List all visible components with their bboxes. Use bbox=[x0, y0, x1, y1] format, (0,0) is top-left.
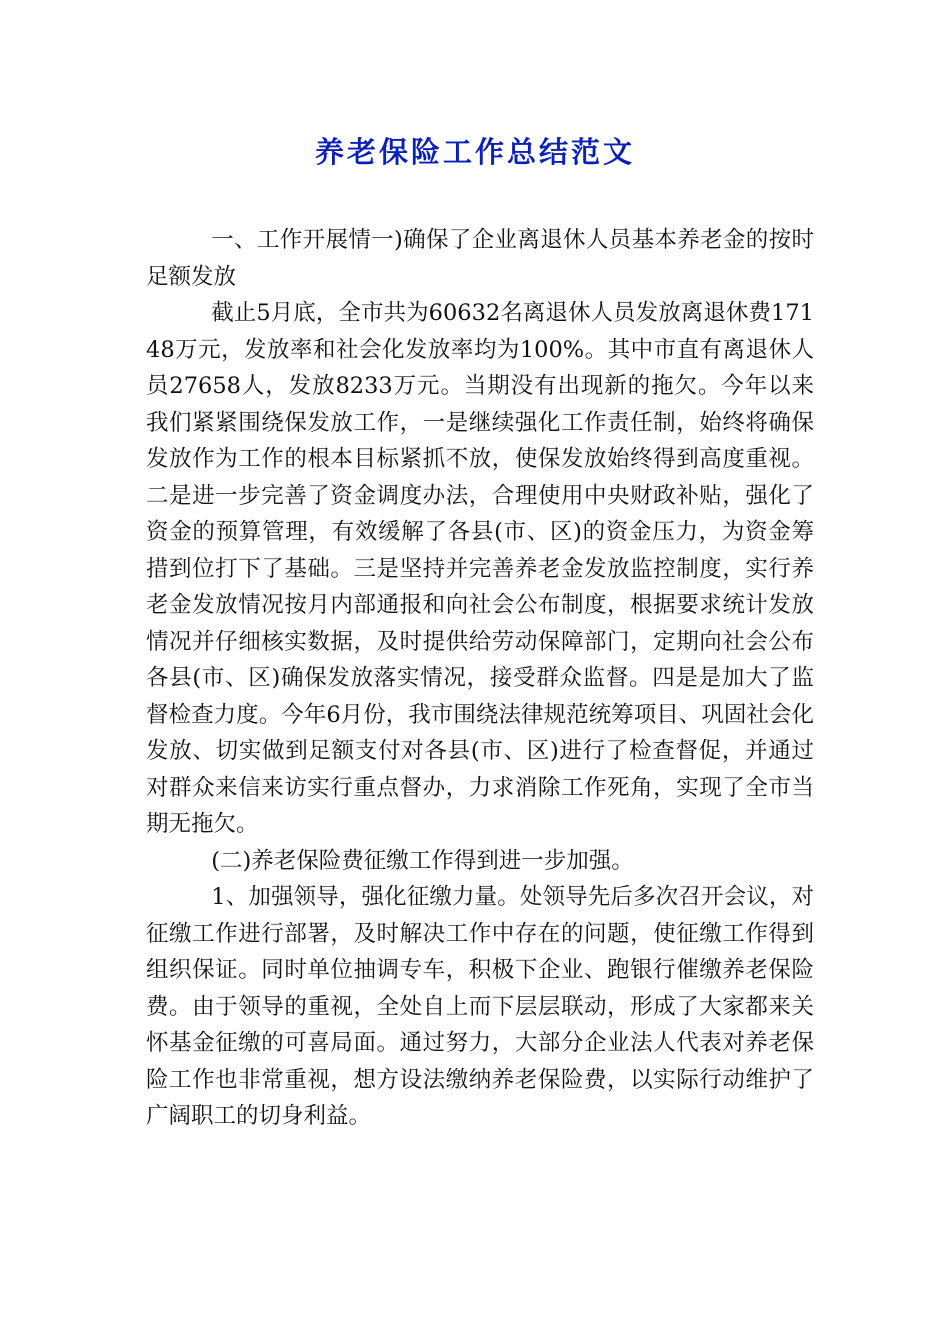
paragraph-section-two-heading: (二)养老保险费征缴工作得到进一步加强。 bbox=[211, 847, 634, 874]
paragraph-collection-leadership: 1、加强领导，强化征缴力量。处领导先后多次召开会议，对征缴工作进行部署，及时解决工作中存在的问题，使征缴工作得到组织保证。同时单位抽调专车，积极下企业、跑银行催缴养老保险费。由于领导的重视，全处自上而下层层联动，形成了大家都来关怀基金征缴的可喜局面。通过努力，大部分企业法人代表对养老保险工作也非常重视，想方设法缴纳养老保险费，以实际行动维护了广阔职工的切身利益。 bbox=[146, 884, 814, 1129]
document-body bbox=[146, 222, 814, 1135]
paragraph-section-one-heading: 一、工作开展情一)确保了企业离退休人员基本养老金的按时足额发放 bbox=[146, 227, 814, 290]
paragraph-pension-payment: 截止5月底，全市共为60632名离退休人员发放离退休费17148万元，发放率和社会化发放率均为100%。其中市直有离退休人员27658人，发放8233万元。当期没有出现新的拖欠。今年以来我们紧紧围绕保发放工作，一是继续强化工作责任制，始终将确保发放作为工作的根本目标紧抓不放，使保发放始终得到高度重视。二是进一步完善了资金调度办法，合理使用中央财政补贴，强化了资金的预算管理，有效缓解了各县(市、区)的资金压力，为资金筹措到位打下了基础。三是坚持并完善养老金发放监控制度，实行养老金发放情况按月内部通报和向社会公布制度，根据要求统计发放情况并仔细核实数据，及时提供给劳动保障部门，定期向社会公布各县(市、区)确保发放落实情况，接受群众监督。四是是加大了监督检查力度。今年6月份，我市围绕法律规范统筹项目、巩固社会化发放、切实做到足额支付对各县(市、区)进行了检查督促，并通过对群众来信来访实行重点督办，力求消除工作死角，实现了全市当期无拖欠。 bbox=[146, 300, 814, 837]
document-title: 养老保险工作总结范文 bbox=[314, 135, 635, 169]
